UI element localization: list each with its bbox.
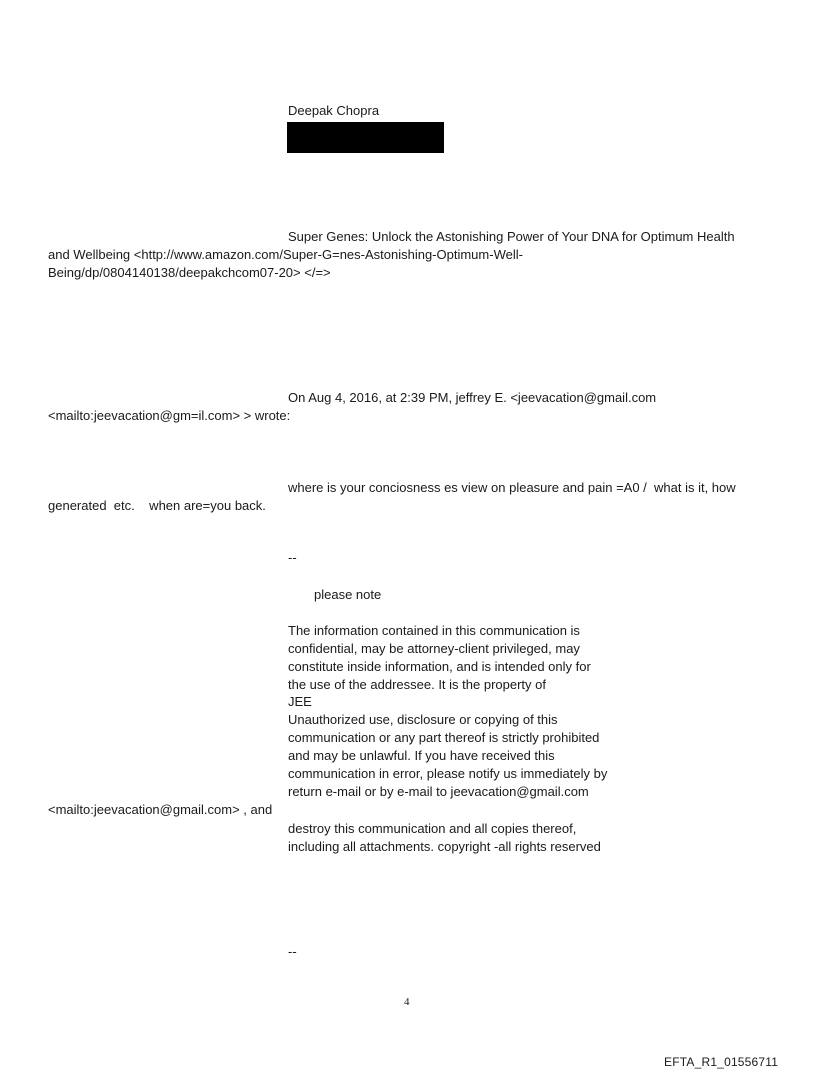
quote-header-line-1: On Aug 4, 2016, at 2:39 PM, jeffrey E. <jeevacation@gmail.com bbox=[288, 390, 657, 405]
book-title-line-3: Being/dp/0804140138/deepakchcom07-20> </=> bbox=[48, 265, 331, 280]
disclaimer-mailto: <mailto:jeevacation@gmail.com> , and bbox=[48, 802, 273, 817]
disclaimer-line: JEE bbox=[288, 694, 312, 709]
disclaimer-line: constitute inside information, and is intended only for bbox=[288, 659, 591, 674]
disclaimer-line: the use of the addressee. It is the property of bbox=[288, 677, 546, 692]
redaction-block bbox=[287, 122, 444, 153]
disclaimer-line: return e-mail or by e-mail to jeevacation@gmail.com bbox=[288, 784, 589, 799]
disclaimer-closing-line: including all attachments. copyright -all rights reserved bbox=[288, 839, 601, 854]
disclaimer-closing-line: destroy this communication and all copies thereof, bbox=[288, 821, 577, 836]
separator-2: -- bbox=[288, 944, 297, 959]
page-number: 4 bbox=[404, 996, 410, 1008]
message-line-2: generated etc. when are=you back. bbox=[48, 498, 266, 513]
disclaimer-line: The information contained in this communication is bbox=[288, 623, 580, 638]
disclaimer-heading: please note bbox=[314, 587, 382, 602]
disclaimer-line: confidential, may be attorney-client privileged, may bbox=[288, 641, 580, 656]
book-title-line-1: Super Genes: Unlock the Astonishing Power of Your DNA for Optimum Health bbox=[288, 229, 735, 244]
message-line-1: where is your conciosness es view on pleasure and pain =A0 / what is it, how bbox=[288, 480, 736, 495]
disclaimer-line: Unauthorized use, disclosure or copying of this bbox=[288, 712, 558, 727]
bates-id: EFTA_R1_01556711 bbox=[664, 1055, 779, 1069]
disclaimer-line: communication or any part thereof is strictly prohibited bbox=[288, 730, 600, 745]
sender-name: Deepak Chopra bbox=[288, 103, 380, 118]
disclaimer-line: and may be unlawful. If you have received this bbox=[288, 748, 555, 763]
quote-header-line-2: <mailto:jeevacation@gm=il.com> > wrote: bbox=[48, 408, 291, 423]
separator-1: -- bbox=[288, 550, 297, 565]
book-title-line-2: and Wellbeing <http://www.amazon.com/Super-G=nes-Astonishing-Optimum-Well- bbox=[48, 247, 523, 262]
disclaimer-line: communication in error, please notify us immediately by bbox=[288, 766, 608, 781]
